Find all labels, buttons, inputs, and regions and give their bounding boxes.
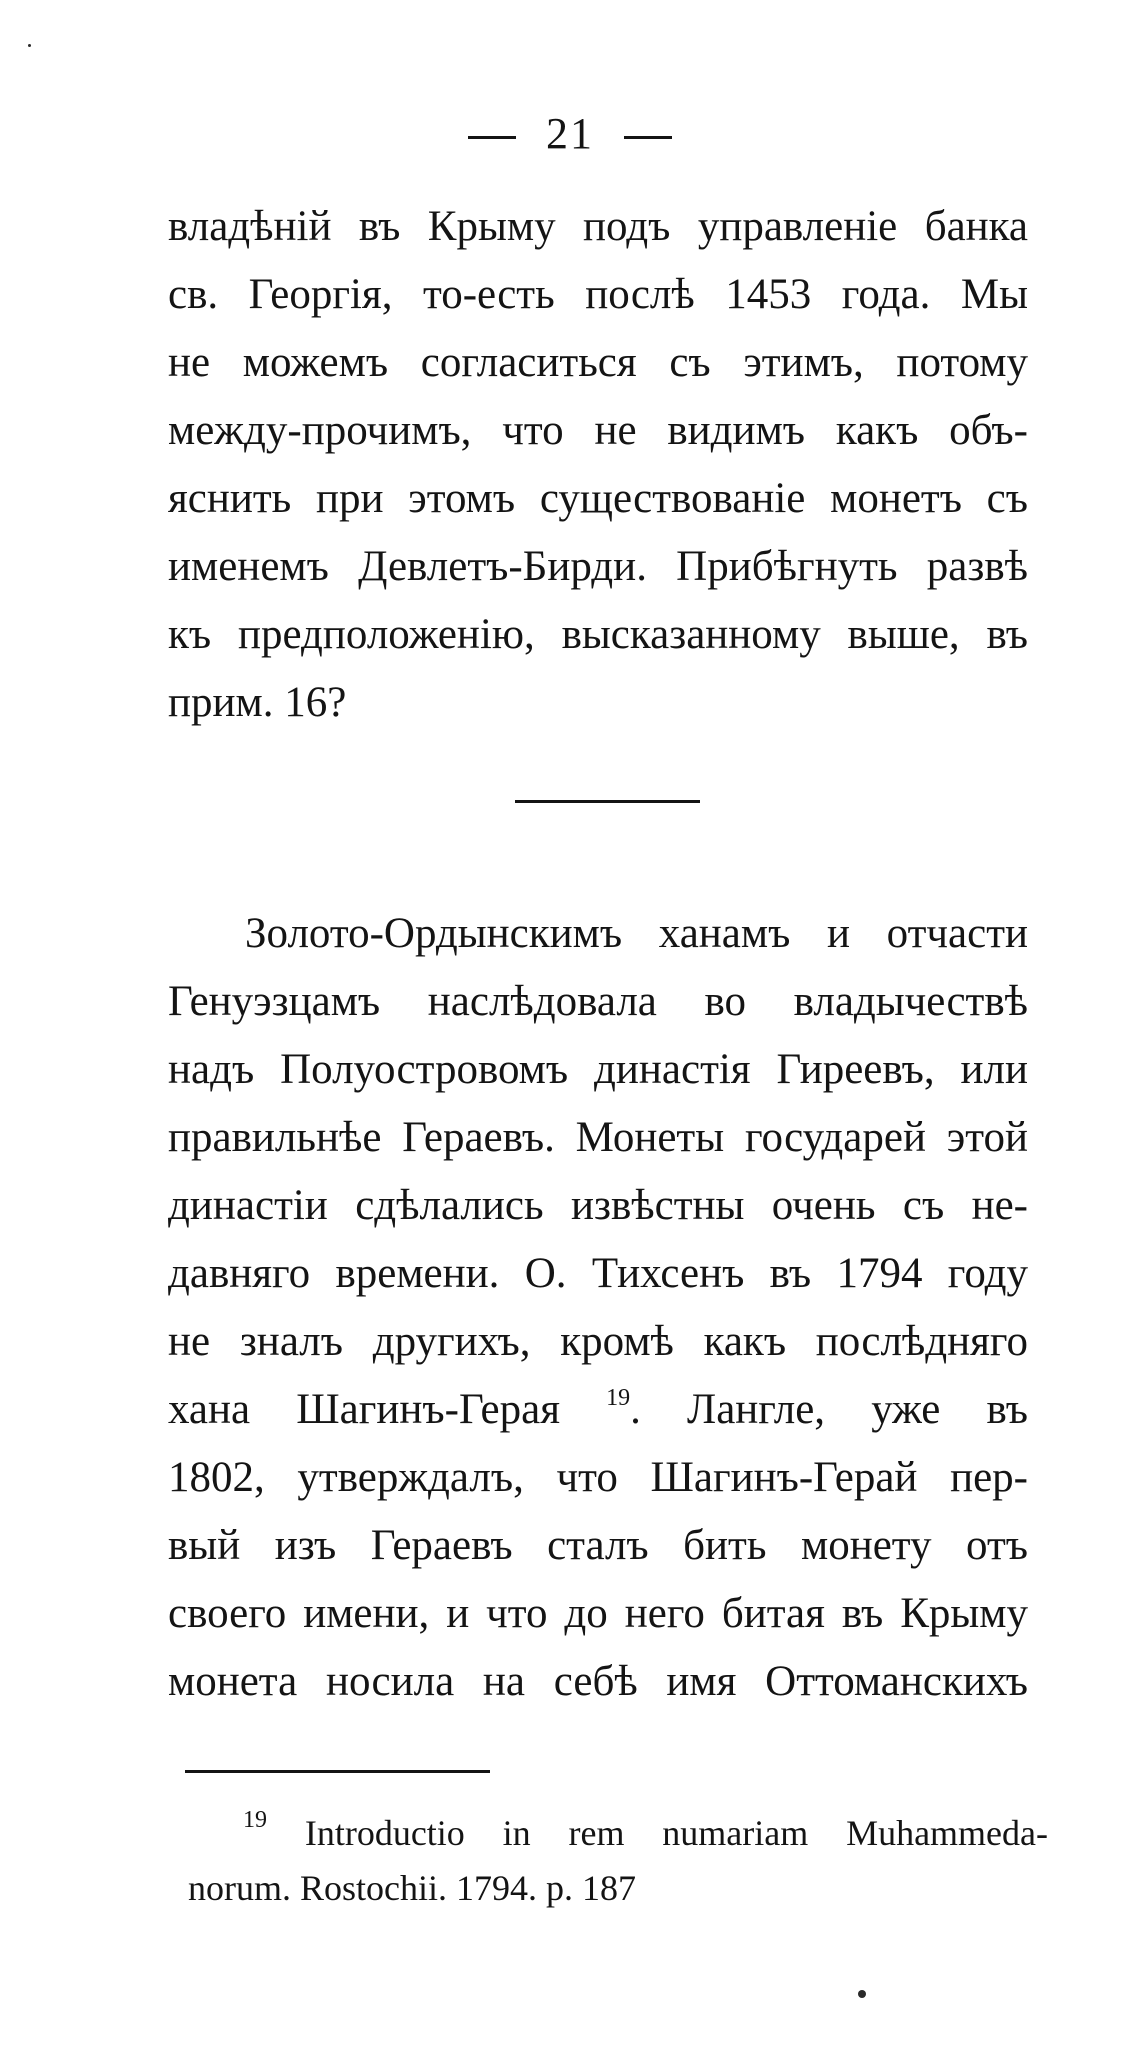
header-dash-right [624,136,672,139]
text-line: 1802, утверждалъ, что Шагинъ-Герай пер- [168,1454,1028,1501]
text-fragment: хана Шагинъ-Герая [168,1386,560,1433]
text-line: не можемъ согласиться съ этимъ, потому [168,339,1028,386]
footnote-separator [185,1770,490,1773]
header-dash-left [468,136,516,139]
text-line: именемъ Девлетъ-Бирди. Прибѣгнуть развѣ [168,543,1028,590]
text-line: династіи сдѣлались извѣстны очень съ не- [168,1182,1028,1229]
section-divider [515,800,700,803]
text-line: къ предположенію, высказанному выше, въ [168,611,1028,658]
footnote-text: Introductio in rem numariam Muhammeda- [304,1813,1049,1853]
print-speck [858,1990,866,1998]
text-fragment: . Лангле, уже въ [630,1386,1028,1433]
text-line: между-прочимъ, что не видимъ какъ объ- [168,407,1028,454]
page-number: 21 [546,109,594,158]
text-line: давняго времени. О. Тихсенъ въ 1794 году [168,1250,1028,1297]
text-line: владѣній въ Крыму подъ управленіе банка [168,203,1028,250]
text-line: вый изъ Гераевъ сталъ бить монету отъ [168,1522,1028,1569]
text-line: не зналъ другихъ, кромѣ какъ послѣдняго [168,1318,1028,1365]
text-line: правильнѣе Гераевъ. Монеты государей этой [168,1114,1028,1161]
text-line: своего имени, и что до него битая въ Крыму [168,1590,1028,1637]
text-line: св. Георгія, то-есть послѣ 1453 года. Мы [168,271,1028,318]
text-line: монета носила на себѣ имя Оттоманскихъ [168,1658,1028,1705]
page-header [0,108,1140,159]
text-line-with-footnote-ref [168,1385,1028,1433]
text-line: прим. 16? [168,679,347,726]
text-line: Генуэзцамъ наслѣдовала во владычествѣ [168,978,1028,1025]
print-speck [28,44,31,47]
text-line: надъ Полуостровомъ династія Гиреевъ, или [168,1046,1028,1093]
text-line: Золото-Ордынскимъ ханамъ и отчасти [245,910,1028,957]
footnote-marker: 19 [243,1807,267,1833]
footnote-line: norum. Rostochii. 1794. p. 187 [188,1868,636,1908]
footnote-line [243,1807,1049,1853]
footnote-reference: 19 [606,1385,631,1411]
text-line: яснить при этомъ существованіе монетъ съ [168,475,1028,522]
